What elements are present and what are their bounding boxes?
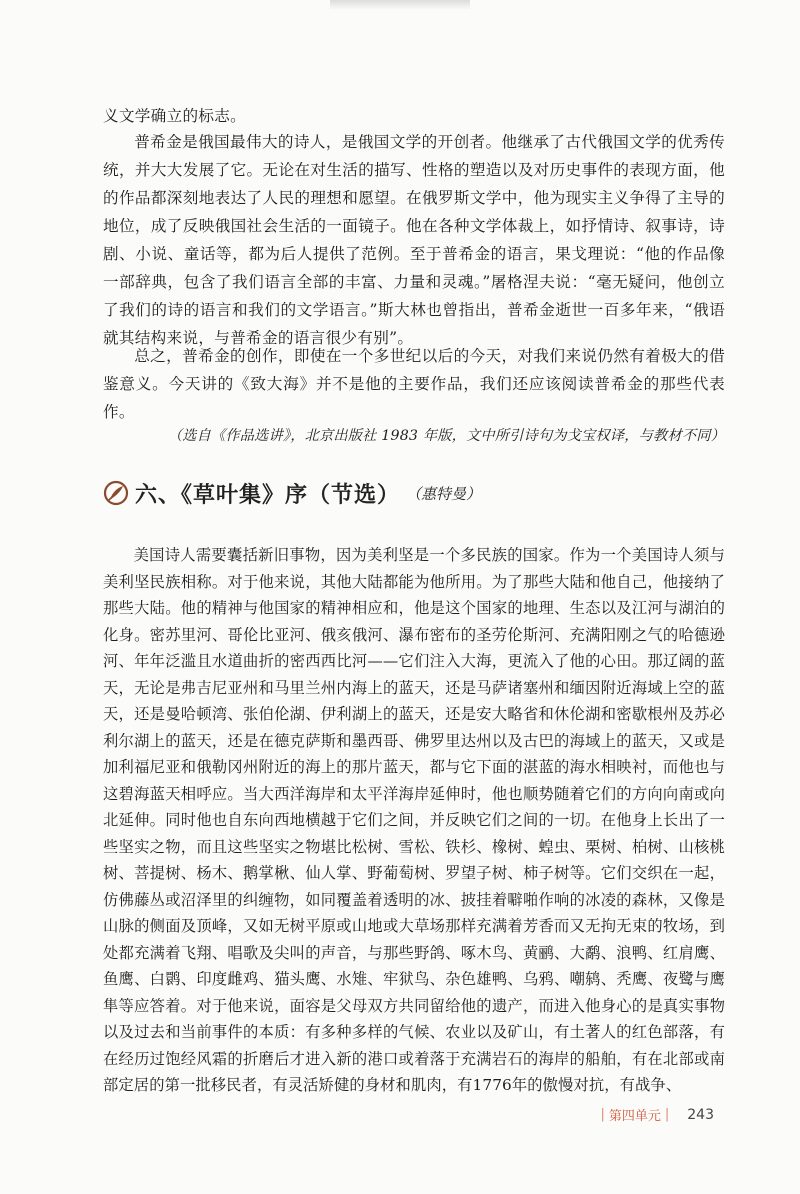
paragraph-pushkin: 普希金是俄国最伟大的诗人，是俄国文学的开创者。他继承了古代俄国文学的优秀传统，并大大发展了它。无论在对生活的描写、性格的塑造以及对历史事件的表现方面，他的作品都深刻地表达了人民的理想和愿望。在俄罗斯文学中，他为现实主义争得了主导的地位，成了反映俄国社会生活的一面镜子。他在各种文学体裁上，如抒情诗、叙事诗，诗剧、小说、童话等，都为后人提供了范例。至于普希金的语言，果戈理说：“他的作品像一部辞典，包含了我们语言全部的丰富、力量和灵魂。”屠格涅夫说：“毫无疑问，他创立了我们的诗的语言和我们的文学语言。”斯大林也曾指出，普希金逝世一百多年来，“俄语就其结构来说，与普希金的语言很少有别”。 <box>103 133 725 347</box>
section-title: 六、《草叶集》序（节选） <box>135 482 401 508</box>
unit-label: 第四单元 <box>608 1109 661 1124</box>
footer-divider: | <box>664 1107 670 1122</box>
source-note: （选自《作品选讲》，北京出版社 1983 年版，文中所引诗句为戈宝权译，与教材不同） <box>167 428 725 444</box>
paragraph-leaves-of-grass: 美国诗人需要囊括新旧事物，因为美利坚是一个多民族的国家。作为一个美国诗人须与美利坚民族相称。对于他来说，其他大陆都能为他所用。为了那些大陆和他自己，他接纳了那些大陆。他的精神与他国家的精神相应和，他是这个国家的地理、生态以及江河与湖泊的化身。密苏里河、哥伦比亚河、俄亥俄河、瀑布密布的圣劳伦斯河、充满阳刚之气的哈德逊河、年年泛滥且水道曲折的密西西比河——它们注入大海，更流入了他的心田。那辽阔的蓝天，无论是弗吉尼亚州和马里兰州内海上的蓝天，还是马萨诸塞州和缅因附近海域上空的蓝天，还是曼哈顿湾、张伯伦湖、伊利湖上的蓝天，还是安大略省和休伦湖和密歇根州及苏必利尔湖上的蓝天，还是在德克萨斯和墨西哥、佛罗里达州以及古巴的海域上的蓝天，又或是加利福尼亚和俄勒冈州附近的海上的那片蓝天，都与它下面的湛蓝的海水相映衬，而他也与这碧海蓝天相呼应。当大西洋海岸和太平洋海岸延伸时，他也顺势随着它们的方向向南或向北延伸。同时他也自东向西地横越于它们之间，并反映它们之间的一切。在他身上长出了一些坚实之物，而且这些坚实之物堪比松树、雪松、铁杉、橡树、蝗虫、栗树、柏树、山核桃树、菩提树、杨木、鹅掌楸、仙人掌、野葡萄树、罗望子树、柿子树等。它们交织在一起，仿佛藤丛或沼泽里的纠缠物，如同覆盖着透明的冰、披挂着噼啪作响的冰凌的森林，又像是山脉的侧面及顶峰，又如无树平原或山地或大草场那样充满着芳香而又无拘无束的牧场，到处都充满着飞翔、唱歌及尖叫的声音，与那些野鸽、啄木鸟、黄鹂、大鹬、浪鸭、红肩鹰、鱼鹰、白鹮、印度雌鸡、猫头鹰、水雉、牢狱鸟、杂色雄鸭、乌鸦、嘲鸫、秃鹰、夜鹭与鹰隼等应答着。对于他来说，面容是父母双方共同留给他的遗产，而进入他身心的是真实事物以及过去和当前事件的本质：有多种多样的气候、农业以及矿山，有土著人的红色部落，有在经历过饱经风霜的折磨后才进入新的港口或着落于充满岩石的海岸的船舶，有在北部或南部定居的第一批移民者，有灵活矫健的身材和肌肉，有1776年的傲慢对抗，有战争、 <box>103 546 725 1094</box>
section-header <box>103 476 481 510</box>
page-footer <box>596 1105 714 1124</box>
quill-pen-icon <box>103 480 129 506</box>
page-number: 243 <box>687 1106 714 1123</box>
paragraph-conclusion: 总之，普希金的创作，即使在一个多世纪以后的今天，对我们来说仍然有着极大的借鉴意义。今天讲的《致大海》并不是他的主要作品，我们还应该阅读普希金的那些代表作。 <box>103 347 725 421</box>
section-author: （惠特曼） <box>406 484 482 503</box>
paragraph-continuation: 义文学确立的标志。 <box>103 107 247 125</box>
page-top-shadow <box>330 0 470 10</box>
footer-divider: | <box>600 1107 605 1122</box>
